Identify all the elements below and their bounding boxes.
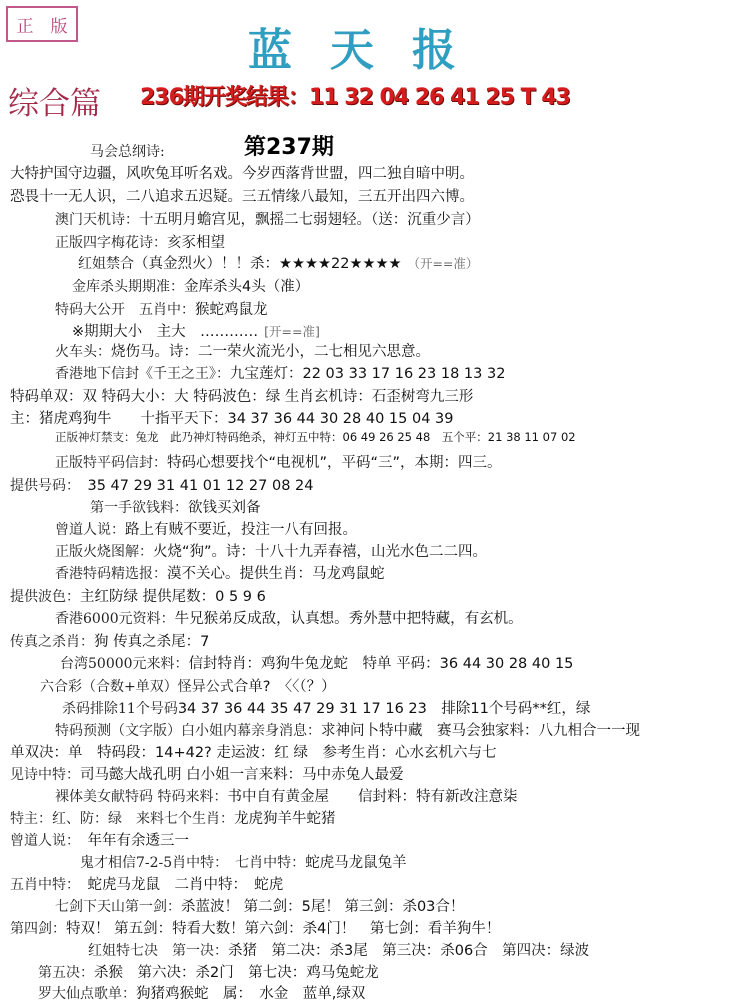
line-text: 九宝莲灯：22 03 33 17 16 23 18 13 32	[230, 366, 506, 382]
content-line	[10, 630, 209, 651]
line-text: 大特护国守边疆，风吹兔耳听名戏。今岁西落背世盟，四二独自暗中明。	[10, 166, 474, 182]
section-title: 综合篇	[8, 86, 101, 122]
line-text: 猴蛇鸡鼠龙	[195, 302, 268, 318]
line-label: 马会总纲诗:	[90, 144, 165, 160]
content-line	[55, 231, 225, 252]
content-line	[55, 429, 576, 445]
line-text: 杀猴 第六决：杀2门 第七决：鸡马兔蛇龙	[94, 965, 379, 981]
line-text: 龙虎狗羊牛蛇猪	[234, 811, 336, 827]
content-line	[55, 540, 487, 561]
content-line	[55, 719, 640, 740]
content-line	[55, 298, 268, 319]
line-text: 特双！ 第五剑：特看大数！第六剑：杀4门！ 第七剑：看羊狗牛！	[66, 921, 501, 937]
content-line	[10, 873, 283, 894]
line-label: 正版特平码信封：	[55, 455, 167, 471]
line-label: 曾道人说：	[55, 522, 125, 538]
content-line	[55, 895, 464, 916]
line-label: 七剑下天山第一剑：	[55, 899, 181, 915]
content-line	[55, 340, 430, 361]
line-text: 单双决：单 特码段：14+42? 走运波：红 绿 参考生肖：心水玄机六与七	[10, 745, 497, 761]
line-text: 恐畏十一无人识，二八追求五迟疑。三五情缘八最知，三五开出四六博。	[10, 189, 474, 205]
line-text: 狗 传真之杀尾：7	[94, 634, 210, 650]
line-text: 十五明月蟾宫见，飘摇二七弱翅轻。（送：沉重少言）	[139, 212, 480, 228]
line-text: 狗猪鸡猴蛇 属： 水金 蓝单,绿双	[136, 986, 366, 1002]
content-line	[80, 851, 407, 872]
content-line	[55, 451, 502, 472]
line-text: 欲钱买刘备	[188, 500, 261, 516]
line-label: 特主：红、防：绿 来料七个生肖：	[10, 811, 234, 827]
line-label: 第五决：	[38, 965, 94, 981]
content-line	[55, 518, 357, 539]
line-text: 蛇虎马龙鼠兔羊	[305, 855, 407, 871]
line-text: 烧伤马。诗：二一荣火流光小，二七相见六思意。	[111, 344, 430, 360]
line-note: [开==准]	[264, 324, 320, 339]
content-line	[55, 785, 517, 806]
line-label: 传真之杀肖：	[10, 634, 94, 650]
line-label: 金库杀头期期准：	[72, 279, 184, 295]
line-label: 提供号码：	[10, 478, 73, 494]
line-text: 杀蓝波！ 第二剑：5尾！ 第三剑：杀03合！	[181, 899, 465, 915]
content-line	[88, 939, 589, 960]
content-line	[40, 675, 336, 696]
line-text: 司马懿大战孔明 白小姐一言来料：马中赤兔人最爱	[80, 767, 404, 783]
content-line	[55, 208, 480, 229]
line-text: 主：猪虎鸡狗牛 十指平天下：34 37 36 44 30 28 40 15 04 39	[10, 411, 454, 427]
content-line	[55, 607, 523, 628]
line-label: 红姐特七决 第一决：	[88, 943, 228, 959]
content-line	[10, 185, 474, 206]
line-text: 蛇虎马龙鼠 二肖中特： 蛇虎	[73, 877, 284, 893]
line-text: 特码单双：双 特码大小：大 特码波色：绿 生肖玄机诗：石歪树弯九三形	[10, 389, 474, 405]
line-label: 罗大仙点歌单：	[38, 986, 136, 1002]
content-line	[10, 917, 500, 938]
line-label: 澳门天机诗：	[55, 212, 139, 228]
line-text: 亥豕相望	[167, 235, 225, 251]
line-label: 鬼才相信7-2-5肖中特： 七肖中特：	[80, 855, 306, 871]
line-label: 杀码排除11个号码	[62, 701, 178, 717]
content-line	[55, 562, 385, 583]
line-text: 求神问卜特中藏 赛马会独家料：八九相合一一现	[321, 723, 640, 739]
issue-number: 第237期	[244, 135, 334, 160]
content-line	[10, 763, 404, 784]
line-label: 台湾50000元来料：	[60, 656, 189, 672]
content-line	[10, 407, 454, 428]
line-text: 牛兄猴弟反成敌，认真想。秀外慧中把特藏，有玄机。	[174, 611, 523, 627]
line-label: 六合彩（合数+单双）怪异公式	[40, 679, 234, 695]
content-line	[72, 275, 309, 296]
content-line	[10, 162, 474, 183]
line-label: 提供波色：	[10, 589, 80, 605]
content-line	[60, 652, 573, 673]
line-text: 兔龙 此乃神灯特码绝杀，神灯五中特：06 49 26 25 48 五个平：21 38 11 07 02	[135, 430, 576, 444]
line-note: （开==准）	[407, 256, 479, 271]
line-text: 合单? 〈〈（？）	[233, 679, 336, 695]
line-label: 香港6000元资料：	[55, 611, 175, 627]
line-text: 35 47 29 31 41 01 12 27 08 24	[73, 478, 314, 494]
line-text: 杀猪 第二决：杀3尾 第三决：杀06合 第四决：绿波	[228, 943, 590, 959]
content-line	[10, 829, 189, 850]
line-label: 红姐禁合	[78, 256, 134, 272]
content-line	[55, 362, 505, 383]
line-label: 曾道人说：	[10, 833, 73, 849]
content-line	[72, 320, 320, 341]
line-text: 主红防绿 提供尾数：0 5 9 6	[80, 589, 266, 605]
content-line	[10, 741, 496, 762]
content-line	[38, 982, 365, 1003]
line-label: 特码大公开 五肖中：	[55, 302, 195, 318]
line-label: 火车头：	[55, 344, 111, 360]
content-line	[78, 252, 478, 273]
line-label: 裸体美女献特码 特码来料：	[55, 789, 228, 805]
line-label: 五肖中特：	[10, 877, 73, 893]
line-text: （真金烈火）！！杀：★★★★22★★★★	[134, 256, 402, 272]
line-text: 34 37 36 44 35 47 29 31 17 16 23 排除11个号码**红，绿	[177, 701, 591, 717]
content-line	[10, 807, 336, 828]
line-text: 金库杀头4头（准）	[184, 279, 310, 295]
content-line	[62, 697, 590, 718]
content-line	[10, 585, 266, 606]
line-label: 正版火烧图解：	[55, 544, 153, 560]
line-label: 香港特码精选报：	[55, 566, 167, 582]
content-line	[10, 474, 314, 495]
masthead-title: 蓝天报	[248, 25, 494, 76]
content-line	[90, 496, 261, 517]
content-line	[90, 141, 165, 161]
line-text: 路上有贼不要近，投注一八有回报。	[125, 522, 357, 538]
line-text: ※期期大小 主大 …………	[72, 324, 259, 340]
line-text: 书中自有黄金屋 信封料：特有新改注意柒	[227, 789, 518, 805]
line-label: 正版神灯禁支：	[55, 430, 136, 444]
authentic-stamp: 正 版	[6, 6, 78, 42]
line-label: 香港地下信封《千王之王》：	[55, 366, 230, 382]
line-text: 信封特肖：鸡狗牛兔龙蛇 特单 平码：36 44 30 28 40 15	[188, 656, 574, 672]
line-text: 特码心想要找个“电视机”，平码“三”，本期：四三。	[167, 455, 502, 471]
line-text: 火烧“狗”。诗：十八十九弄春禧，山光水色二二四。	[153, 544, 488, 560]
line-text: 年年有余透三一	[73, 833, 189, 849]
content-line	[10, 385, 473, 406]
line-label: 第四剑：	[10, 921, 66, 937]
content-line	[38, 961, 379, 982]
line-label: 见诗中特：	[10, 767, 80, 783]
draw-results: 236期开奖结果：11 32 04 26 41 25 T 43	[140, 85, 570, 110]
line-text: 漠不关心。提供生肖：马龙鸡鼠蛇	[167, 566, 385, 582]
line-label: 第一手欲钱料：	[90, 500, 188, 516]
line-label: 特码预测（文字版）白小姐内幕亲身消息：	[55, 723, 321, 739]
line-label: 正版四字梅花诗：	[55, 235, 167, 251]
